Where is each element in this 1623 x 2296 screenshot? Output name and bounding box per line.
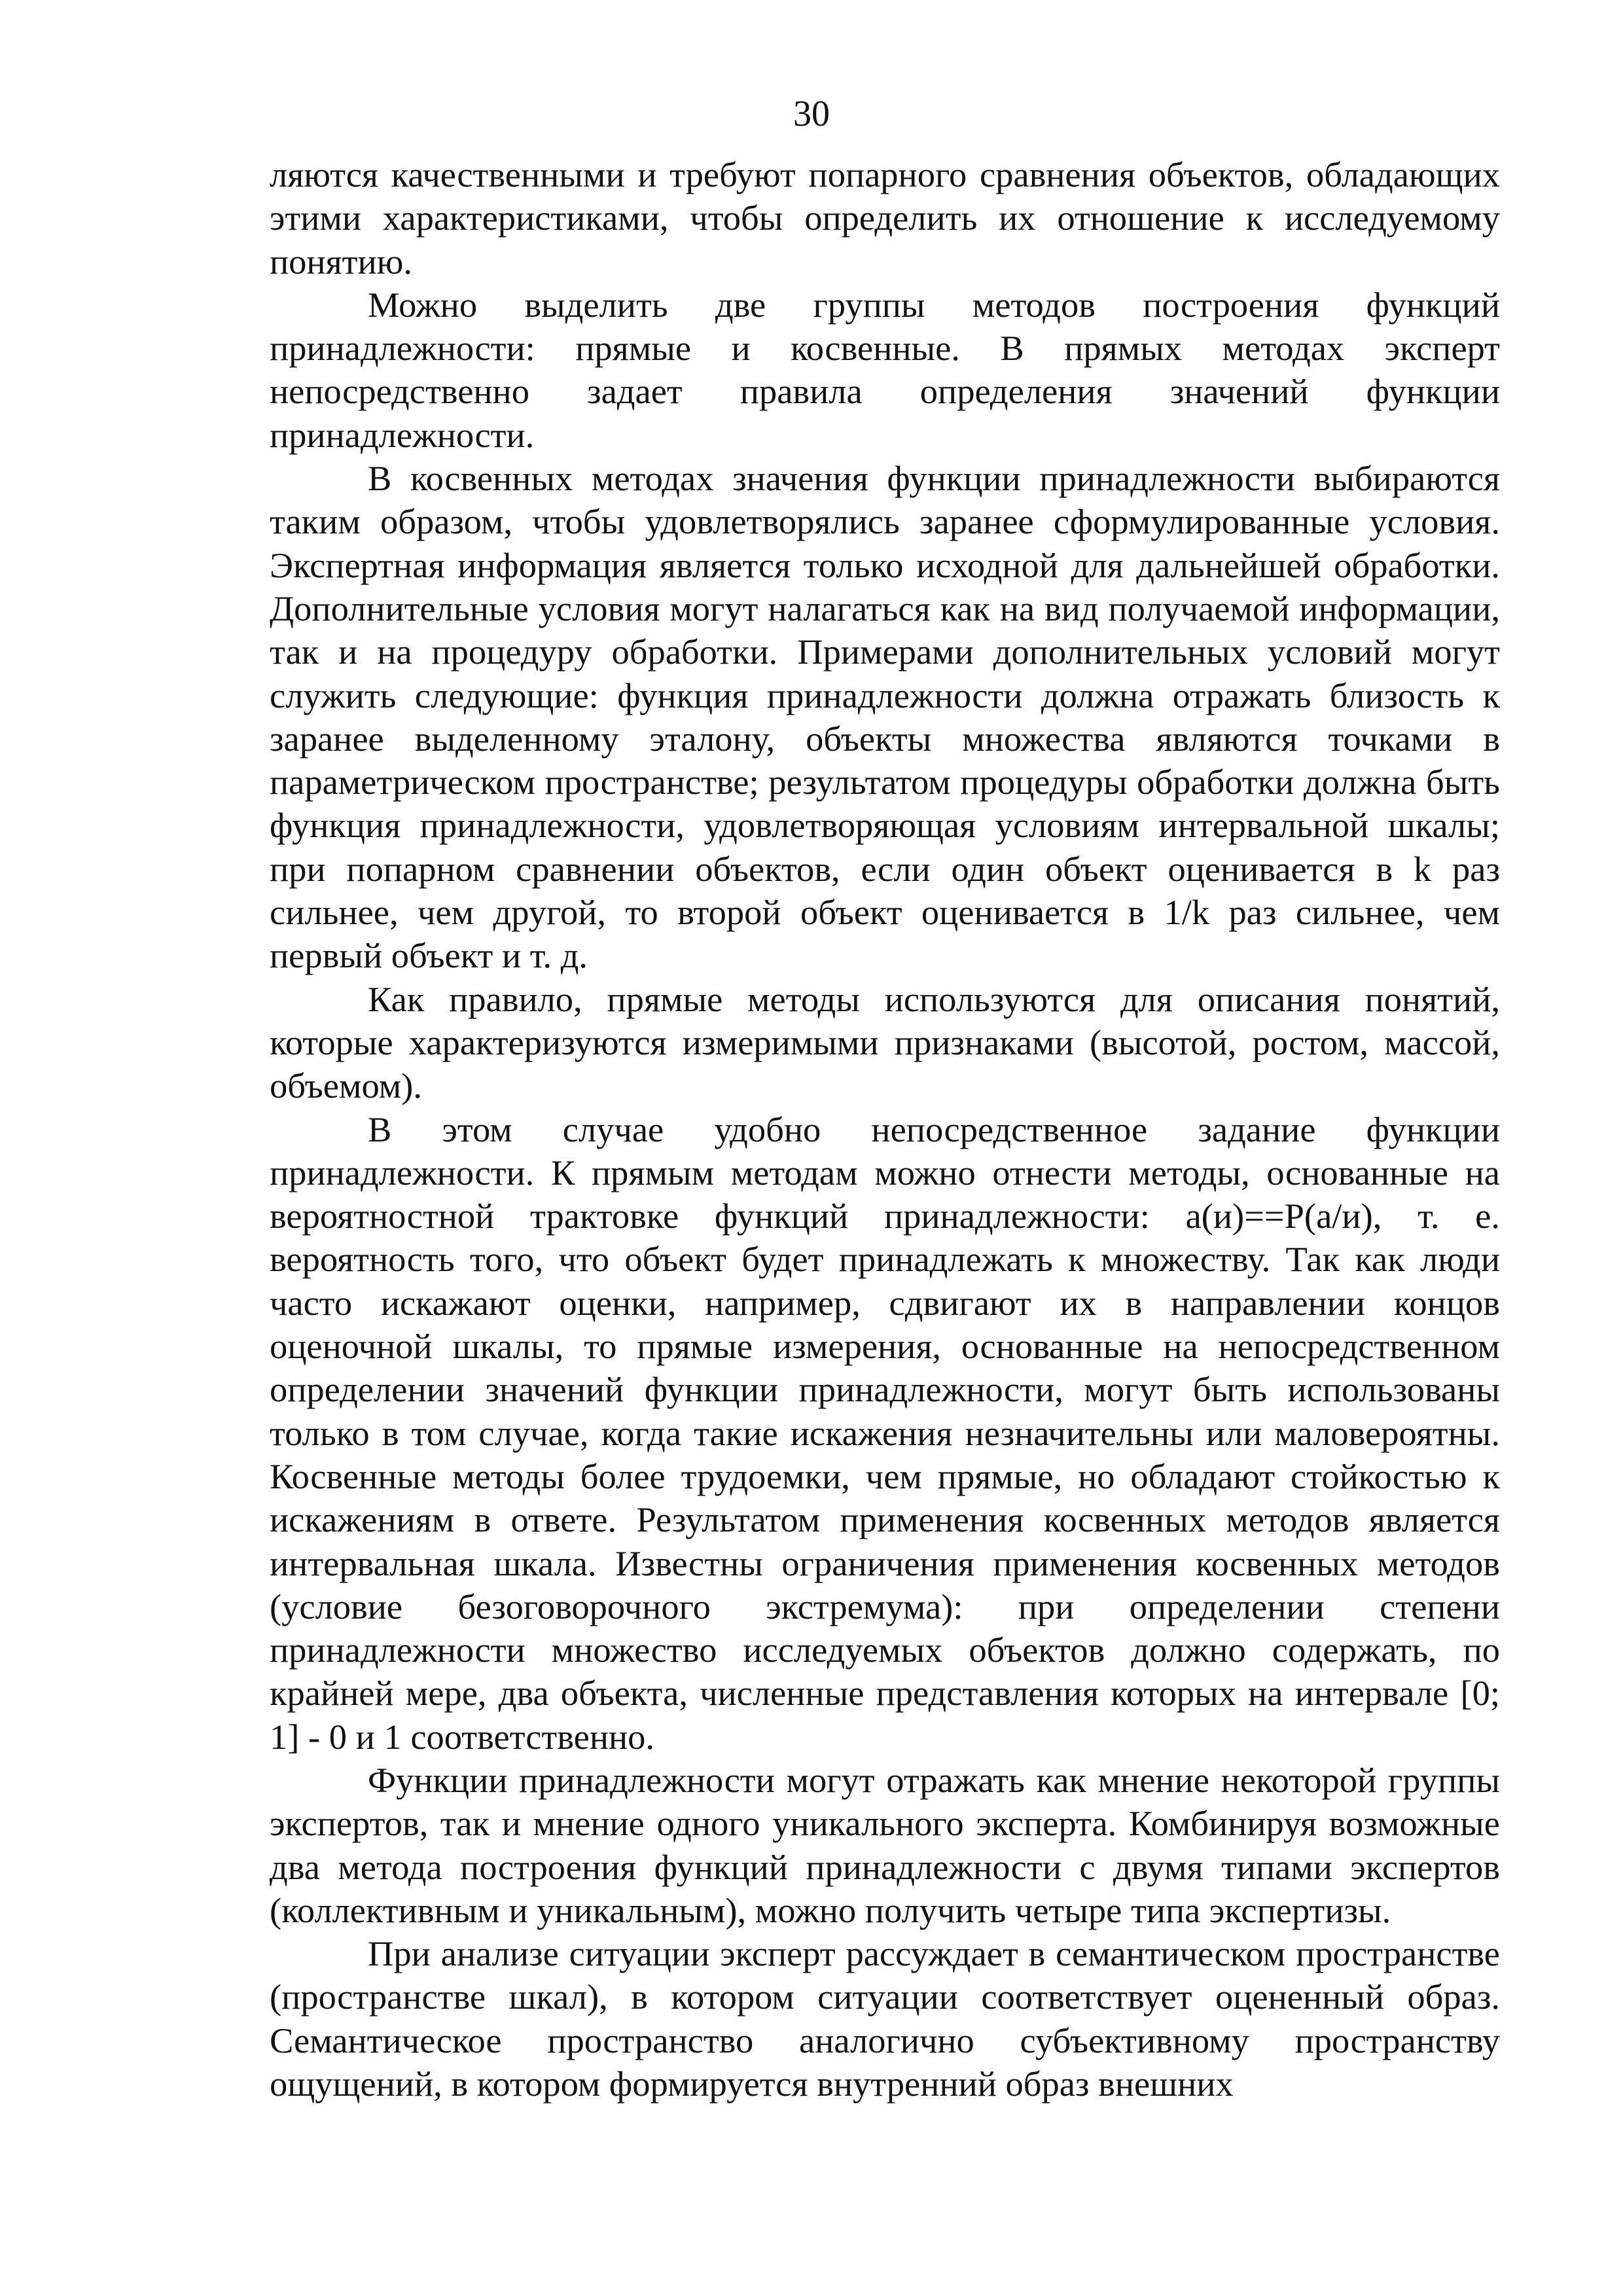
paragraph-continuation: ляются качественными и требуют попарного сравнения объектов, обладающих этими характеристиками, чтобы определить их отношение к исследуемому понятию. — [270, 154, 1500, 281]
text-body — [270, 153, 1500, 2106]
paragraph-direct-methods-usage: Как правило, прямые методы используются для описания понятий, которые характеризуются измеримыми признаками (высотой, ростом, массой, объемом). — [270, 978, 1500, 1106]
paragraph-method-groups: Можно выделить две группы методов построения функций принадлежности: прямые и косвенные. В прямых методах эксперт непосредственно задает правила определения значений функции принадлежности. — [270, 284, 1500, 455]
page-number: 30 — [793, 94, 830, 134]
paragraph-direct-assignment: В этом случае удобно непосредственное задание функции принадлежности. К прямым методам можно отнести методы, основанные на вероятностной трактовке функций принадлежности: a(и)==P(a/и), т. е. вероятность того, что объект будет принадлежать к множеству. Так как люди часто искажают оценки, например, сдвигают их в направлении концов оценочной шкалы, то прямые измерения, основанные на непосредственном определении значений функции принадлежности, могут быть использованы только в том случае, когда такие искажения незначительны или маловероятны. Косвенные методы более трудоемки, чем прямые, но обладают стойкостью к искажениям в ответе. Результатом применения косвенных методов является интервальная шкала. Известны ограничения применения косвенных методов (условие безоговорочного экстремума): при определении степени принадлежности множество исследуемых объектов должно содержать, по крайней мере, два объекта, численные представления которых на интервале [0; 1] - 0 и 1 соответственно. — [270, 1109, 1500, 1757]
paragraph-expert-types: Функции принадлежности могут отражать как мнение некоторой группы экспертов, так и мнение одного уникального эксперта. Комбинируя возможные два метода построения функций принадлежности с двумя типами экспертов (коллективным и уникальным), можно получить четыре типа экспертизы. — [270, 1759, 1500, 1930]
paragraph-indirect-methods: В косвенных методах значения функции принадлежности выбираются таким образом, чтобы удовлетворялись заранее сформулированные условия. Экспертная информация является только исходной для дальнейшей обработки. Дополнительные условия могут налагаться как на вид получаемой информации, так и на процедуру обработки. Примерами дополнительных условий могут служить следующие: функция принадлежности должна отражать близость к заранее выделенному эталону, объекты множества являются точками в параметрическом пространстве; результатом процедуры обработки должна быть функция принадлежности, удовлетворяющая условиям интервальной шкалы; при попарном сравнении объектов, если один объект оценивается в k раз сильнее, чем другой, то второй объект оценивается в 1/k раз сильнее, чем первый объект и т. д. — [270, 458, 1500, 976]
paragraph-semantic-space: При анализе ситуации эксперт рассуждает в семантическом пространстве (пространстве шкал), в котором ситуации соответствует оцененный образ. Семантическое пространство аналогично субъективному пространству ощущений, в котором формируется внутренний образ внешних — [270, 1933, 1500, 2104]
